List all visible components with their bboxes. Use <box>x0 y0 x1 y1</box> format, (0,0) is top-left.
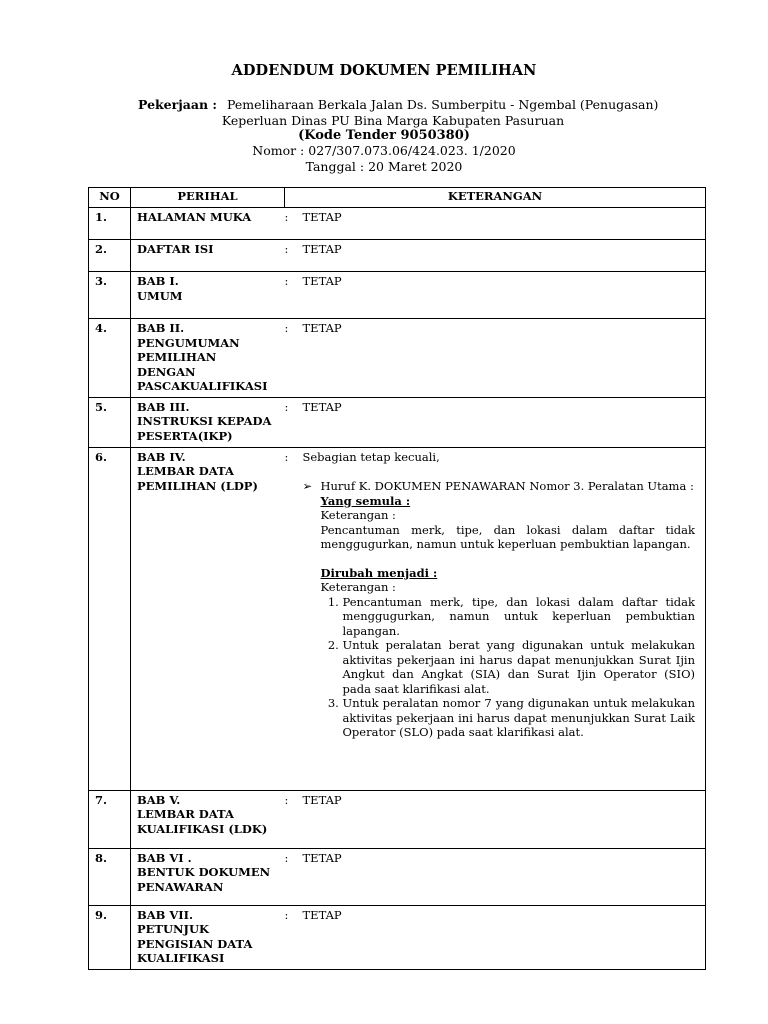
bullet-text: Huruf K. DOKUMEN PENAWARAN Nomor 3. Peralatan Utama : <box>320 479 694 493</box>
keterangan-text: TETAP <box>302 274 342 288</box>
colon: : <box>284 210 289 224</box>
row-keterangan <box>285 848 706 905</box>
table-row <box>89 397 706 447</box>
header-no: NO <box>89 188 131 208</box>
row-no: 5. <box>89 397 131 447</box>
row-perihal <box>131 319 285 398</box>
perihal-line: PEMILIHAN (LDP) <box>137 478 258 493</box>
list-item: 3. Untuk peralatan nomor 7 yang digunakan untuk melakukan aktivitas pekerjaan ini harus dapat menunjukkan Surat Laik Operator (SLO) pada saat klarifikasi alat. <box>343 696 696 740</box>
table-row <box>89 905 706 969</box>
table-row <box>89 319 706 398</box>
colon: : <box>284 399 289 414</box>
header-perihal: PERIHAL <box>131 188 285 208</box>
perihal-line: PENAWARAN <box>137 879 224 894</box>
perihal-line: BAB V. <box>137 792 181 807</box>
keterangan-text: Sebagian tetap kecuali, <box>302 449 440 464</box>
table-row <box>89 447 706 790</box>
colon: : <box>284 907 289 922</box>
colon: : <box>284 242 289 256</box>
perihal-line: DAFTAR ISI <box>137 242 214 256</box>
row-no: 2. <box>89 240 131 272</box>
diubah-list <box>321 595 696 740</box>
table-row <box>89 848 706 905</box>
row-no: 4. <box>89 319 131 398</box>
perihal-line: UMUM <box>137 288 183 303</box>
perihal-line: BENTUK DOKUMEN <box>137 865 271 879</box>
row-keterangan <box>285 240 706 272</box>
keterangan-text: TETAP <box>302 792 342 807</box>
colon: : <box>284 321 289 335</box>
perihal-line: PENGUMUMAN <box>137 335 240 350</box>
colon: : <box>284 792 289 807</box>
kode-tender: (Kode Tender 9050380) <box>298 128 470 143</box>
row-keterangan <box>285 447 706 790</box>
table-row <box>89 240 706 272</box>
diubah-keterangan: Keterangan : <box>320 580 396 594</box>
perihal-line: PEMILIHAN DENGAN <box>137 350 217 379</box>
nomor: Nomor : 027/307.073.06/424.023. 1/2020 <box>252 143 516 158</box>
pekerjaan-line <box>138 97 658 113</box>
row-no: 8. <box>89 848 131 905</box>
row-perihal <box>131 905 285 969</box>
semula-text: Pencantuman merk, tipe, dan lokasi dalam daftar tidak menggugurkan, namun untuk keperluan pembuktian lapangan. <box>320 522 695 551</box>
perihal-line: BAB I. <box>137 274 179 288</box>
perihal-line: LEMBAR DATA <box>137 807 234 821</box>
perihal-line: KUALIFIKASI (LDK) <box>137 821 268 836</box>
row-perihal <box>131 397 285 447</box>
row-perihal <box>131 208 285 240</box>
row-keterangan <box>285 397 706 447</box>
diubah-label: Dirubah menjadi : <box>320 565 438 580</box>
ldp-detail <box>303 450 700 740</box>
keterangan-text: TETAP <box>302 399 342 414</box>
table-row <box>89 208 706 240</box>
row-keterangan <box>285 790 706 848</box>
perihal-line: LEMBAR DATA <box>137 464 234 478</box>
perihal-line: HALAMAN MUKA <box>137 210 252 224</box>
row-perihal <box>131 240 285 272</box>
keterangan-text: TETAP <box>302 907 342 922</box>
semula-keterangan: Keterangan : <box>320 508 396 522</box>
keterangan-text: TETAP <box>302 242 342 256</box>
perihal-line: INSTRUKSI KEPADA <box>137 414 272 428</box>
row-no: 6. <box>89 447 131 790</box>
perihal-line: BAB VII. <box>137 907 194 922</box>
perihal-line: PASCAKUALIFIKASI <box>137 379 268 393</box>
bullet-item <box>303 479 696 508</box>
perihal-line: BAB IV. <box>137 449 186 464</box>
row-keterangan <box>285 272 706 319</box>
document-title: ADDENDUM DOKUMEN PEMILIHAN <box>231 62 537 79</box>
row-perihal <box>131 447 285 790</box>
table-row <box>89 790 706 848</box>
row-perihal <box>131 790 285 848</box>
colon: : <box>284 274 289 288</box>
pekerjaan-label: Pekerjaan : <box>138 97 217 112</box>
addendum-table <box>88 187 706 970</box>
pekerjaan-text: Pemeliharaan Berkala Jalan Ds. Sumberpitu - Ngembal (Penugasan) <box>227 97 659 112</box>
tanggal: Tanggal : 20 Maret 2020 <box>305 159 463 174</box>
row-no: 9. <box>89 905 131 969</box>
row-perihal <box>131 272 285 319</box>
row-no: 3. <box>89 272 131 319</box>
row-keterangan <box>285 208 706 240</box>
perihal-line: BAB III. <box>137 399 190 414</box>
perihal-line: BAB VI . <box>137 850 192 865</box>
perihal-line: KUALIFIKASI <box>137 951 225 965</box>
row-keterangan <box>285 905 706 969</box>
table-row <box>89 272 706 319</box>
colon: : <box>284 850 289 865</box>
table-header-row <box>89 188 706 208</box>
keterangan-text: TETAP <box>302 850 342 865</box>
perihal-line: PETUNJUK <box>137 922 209 936</box>
colon: : <box>284 449 289 464</box>
row-keterangan <box>285 319 706 398</box>
semula-label: Yang semula : <box>320 493 411 508</box>
keterangan-text: TETAP <box>302 321 342 335</box>
list-item: 1. Pencantuman merk, tipe, dan lokasi dalam daftar tidak menggugurkan, namun untuk keperluan pembuktian lapangan. <box>343 595 696 639</box>
perihal-line: PESERTA(IKP) <box>137 428 233 443</box>
keterangan-text: TETAP <box>302 210 342 224</box>
pekerjaan-line2: Keperluan Dinas PU Bina Marga Kabupaten Pasuruan <box>221 113 565 128</box>
perihal-line: PENGISIAN DATA <box>137 936 253 951</box>
header-keterangan: KETERANGAN <box>285 188 706 208</box>
row-no: 1. <box>89 208 131 240</box>
row-perihal <box>131 848 285 905</box>
arrow-bullet-icon: ➢ <box>302 479 313 493</box>
perihal-line: BAB II. <box>137 321 185 335</box>
list-item: 2. Untuk peralatan berat yang digunakan untuk melakukan aktivitas pekerjaan ini harus dapat menunjukkan Surat Ijin Angkut dan Angkat (SIA) dan Surat Ijin Operator (SIO) pada saat klarifikasi alat. <box>343 638 696 696</box>
row-no: 7. <box>89 790 131 848</box>
